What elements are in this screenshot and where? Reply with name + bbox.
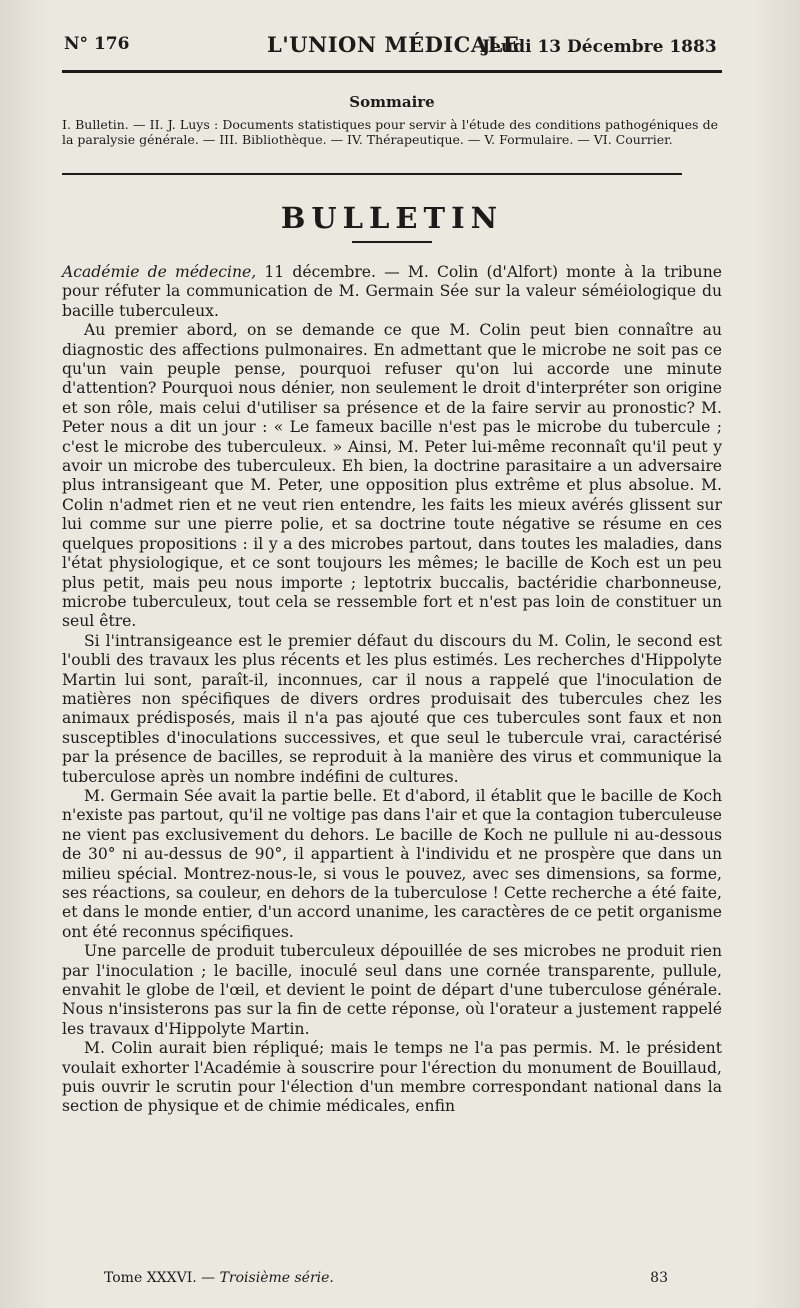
paragraph-5: Une parcelle de produit tuberculeux dépouillée de ses microbes ne produit rien par l'inoculation ; le bacille, inoculé seul dans une cornée transparente, pullule, envahit le globe de l'œil, et devient le point de départ d'une tuberculose générale. Nous n'insisterons pas sur la fin de cette réponse, où l'orateur a justement rappelé les travaux d'Hippolyte Martin. [62,942,722,1038]
sommaire-title: Sommaire [349,93,435,111]
sommaire-rule [62,173,682,175]
sommaire-text: I. Bulletin. — II. J. Luys : Documents statistiques pour servir à l'étude des conditions pathogéniques de la paralysie générale. — III. Bibliothèque. — IV. Thérapeutique. — V. Formulaire. — VI. Courrier. [62,117,718,147]
article-body [62,263,722,1117]
lead-italic: Académie de médecine, [62,263,257,281]
paragraph-3: Si l'intransigeance est le premier défaut du discours du M. Colin, le second est l'oubli des travaux les plus récents et les plus estimés. Les recherches d'Hippolyte Martin lui sont, paraît-il, inconnues, car il nous a rappelé que l'inoculation de matières non spécifiques de divers ordres produisait des tubercules chez les animaux prédisposés, mais il n'a pas ajouté que ces tubercules sont faux et non susceptibles d'inoculations successives, et que seul le tubercule vrai, caractérisé par la présence de bacilles, se reproduit à la manière des virus et communique la tuberculose après un nombre indéfini de cultures. [62,631,722,786]
paragraph-1 [62,263,722,321]
section-title: BULLETIN [280,201,504,235]
page-number: 83 [650,1270,668,1286]
page-header [62,26,722,66]
paragraph-2: Au premier abord, on se demande ce que M. Colin peut bien connaître au diagnostic des affections pulmonaires. En admettant que le microbe ne soit pas ce qu'un vain peuple pense, pourquoi refuser qu'on lui accorde une minute d'attention? Pourquoi nous dénier, non seulement le droit d'interpréter son origine et son rôle, mais celui d'utiliser sa présence et de la faire servir au pronostic? M. Peter nous a dit un jour : « Le fameux bacille n'est pas le microbe du tubercule ; c'est le microbe des tuberculeux. » Ainsi, M. Peter lui-même reconnaît qu'il peut y avoir un microbe des tuberculeux. Eh bien, la doctrine parasitaire a un adversaire plus intransigeant que M. Peter, une opposition plus extrême et plus absolue. M. Colin n'admet rien et ne veut rien entendre, les faits les mieux avérés glissent sur lui comme sur une pierre polie, et sa doctrine toute négative se résume en ces quelques propositions : il y a des microbes partout, dans toutes les maladies, dans l'état physiologique, et ce sont toujours les mêmes; le bacille de Koch est un peu plus petit, mais peu nous importe ; leptotrix buccalis, bactéridie charbonneuse, microbe tuberculeux, tout cela se ressemble fort et n'est pas loin de constituer un seul être. [62,321,722,631]
paragraph-4: M. Germain Sée avait la partie belle. Et d'abord, il établit que le bacille de Koch n'existe pas partout, qu'il ne voltige pas dans l'air et que la contagion tuberculeuse ne vient pas exclusivement du dehors. Le bacille de Koch ne pullule ni au-dessous de 30° ni au-dessus de 90°, il appartient à l'individu et ne prospère que dans un milieu spécial. Montrez-nous-le, si vous le pouvez, avec ses dimensions, sa forme, ses réactions, sa couleur, en dehors de la tuberculose ! Cette recherche a été faite, et dans le monde entier, d'un accord unanime, les caractères de ce petit organisme ont été reconnus spécifiques. [62,786,722,941]
journal-title: L'UNION MÉDICALE [267,32,520,57]
title-rule [352,241,432,243]
paragraph-6: M. Colin aurait bien répliqué; mais le temps ne l'a pas permis. M. le président voulait exhorter l'Académie à souscrire pour l'érection du monument de Bouillaud, puis ouvrir le scrutin pour l'élection d'un membre correspondant national dans la section de physique et de chimie médicales, enfin [62,1039,722,1116]
footer-serie: Troisième série. [219,1270,334,1286]
paragraph-1-text: 11 décembre. — M. Colin (d'Alfort) monte à la tribune pour réfuter la communication de M. Germain Sée sur la valeur séméiologique du bacille tuberculeux. [62,263,722,320]
issue-number: N° 176 [64,34,130,54]
issue-date: Jeudi 13 Décembre 1883 [482,37,717,57]
footer-tome-label: Tome XXXVI. — [104,1270,216,1286]
footer-tome [104,1270,334,1286]
header-rule [62,70,722,73]
